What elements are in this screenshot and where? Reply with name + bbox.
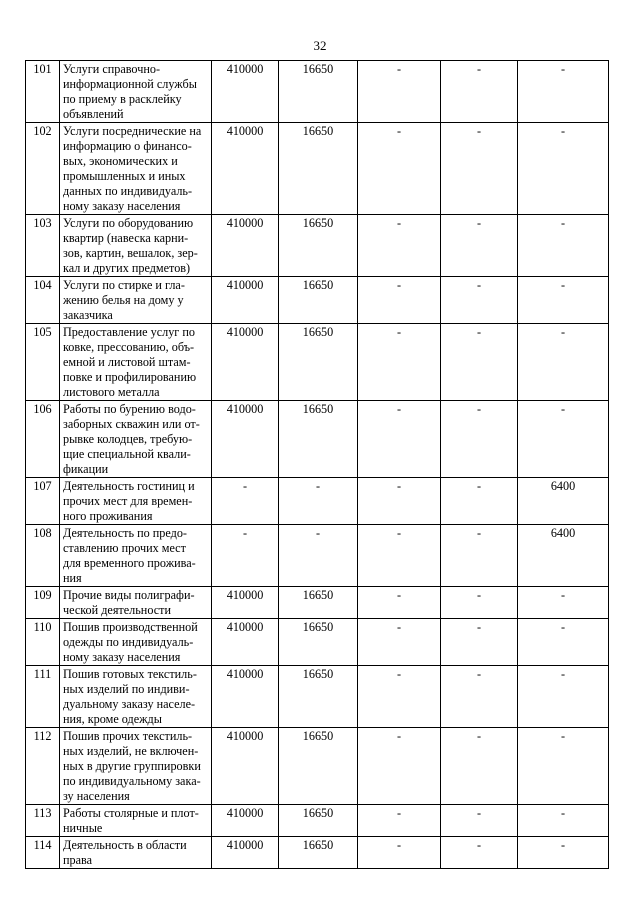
service-name-line: Прочие виды полиграфи- <box>63 588 195 602</box>
value-cell-3: - <box>358 805 441 837</box>
table-row <box>26 666 609 728</box>
value-cell-4: - <box>441 324 518 401</box>
row-number-cell: 106 <box>26 401 60 478</box>
service-name-cell <box>60 478 212 525</box>
service-name-cell <box>60 277 212 324</box>
value-cell-3: - <box>358 324 441 401</box>
service-name-cell <box>60 215 212 277</box>
row-number-cell: 101 <box>26 61 60 123</box>
value-cell-2: 16650 <box>279 123 358 215</box>
value-cell-2: 16650 <box>279 587 358 619</box>
value-cell-1: 410000 <box>212 123 279 215</box>
service-name-line: Деятельность гостиниц и <box>63 479 195 493</box>
value-cell-5: - <box>518 805 609 837</box>
value-cell-5: - <box>518 587 609 619</box>
value-cell-3: - <box>358 401 441 478</box>
value-cell-4: - <box>441 215 518 277</box>
row-number-cell: 107 <box>26 478 60 525</box>
value-cell-1: 410000 <box>212 215 279 277</box>
row-number-cell: 110 <box>26 619 60 666</box>
service-name-line: Услуги справочно- <box>63 62 161 76</box>
table-row <box>26 525 609 587</box>
service-name-line: фикации <box>63 462 109 476</box>
value-cell-3: - <box>358 837 441 869</box>
service-name-line: повке и профилированию <box>63 370 197 384</box>
value-cell-4: - <box>441 666 518 728</box>
service-name-line: ных изделий, не включен- <box>63 744 199 758</box>
table-row <box>26 619 609 666</box>
value-cell-4: - <box>441 728 518 805</box>
service-name-cell <box>60 123 212 215</box>
service-name-line: одежды по индивидуаль- <box>63 635 194 649</box>
row-number-cell: 102 <box>26 123 60 215</box>
service-name-line: Пошив готовых текстиль- <box>63 667 197 681</box>
service-name-line: информацию о финансо- <box>63 139 192 153</box>
service-name-cell <box>60 837 212 869</box>
service-name-cell <box>60 525 212 587</box>
service-name-line: жению белья на дому у <box>63 293 184 307</box>
value-cell-5: - <box>518 401 609 478</box>
value-cell-5: - <box>518 61 609 123</box>
service-name-line: емной и листовой штам- <box>63 355 191 369</box>
value-cell-4: - <box>441 587 518 619</box>
value-cell-1: 410000 <box>212 61 279 123</box>
value-cell-1: 410000 <box>212 587 279 619</box>
row-number-cell: 103 <box>26 215 60 277</box>
table-row <box>26 277 609 324</box>
service-name-line: прочих мест для времен- <box>63 494 193 508</box>
service-name-cell <box>60 728 212 805</box>
service-name-cell <box>60 805 212 837</box>
value-cell-4: - <box>441 123 518 215</box>
value-cell-3: - <box>358 728 441 805</box>
value-cell-3: - <box>358 478 441 525</box>
value-cell-5: - <box>518 215 609 277</box>
value-cell-1: 410000 <box>212 837 279 869</box>
service-name-line: Работы по бурению водо- <box>63 402 196 416</box>
row-number-cell: 114 <box>26 837 60 869</box>
value-cell-3: - <box>358 61 441 123</box>
value-cell-2: 16650 <box>279 619 358 666</box>
service-name-line: ческой деятельности <box>63 603 171 617</box>
value-cell-2: 16650 <box>279 666 358 728</box>
value-cell-3: - <box>358 666 441 728</box>
value-cell-4: - <box>441 61 518 123</box>
value-cell-2: 16650 <box>279 805 358 837</box>
service-name-line: Деятельность в области <box>63 838 187 852</box>
table-row <box>26 324 609 401</box>
value-cell-2: 16650 <box>279 61 358 123</box>
service-name-line: Деятельность по предо- <box>63 526 187 540</box>
value-cell-2: 16650 <box>279 837 358 869</box>
service-name-cell <box>60 401 212 478</box>
service-name-line: Работы столярные и плот- <box>63 806 199 820</box>
value-cell-1: 410000 <box>212 805 279 837</box>
service-name-line: ковке, прессованию, объ- <box>63 340 195 354</box>
value-cell-1: 410000 <box>212 277 279 324</box>
value-cell-3: - <box>358 587 441 619</box>
table-row <box>26 805 609 837</box>
value-cell-4: - <box>441 619 518 666</box>
value-cell-1: 410000 <box>212 324 279 401</box>
service-name-cell <box>60 619 212 666</box>
service-name-line: Пошив прочих текстиль- <box>63 729 193 743</box>
service-name-line: зу населения <box>63 789 130 803</box>
value-cell-5: - <box>518 728 609 805</box>
service-name-cell <box>60 666 212 728</box>
value-cell-1: 410000 <box>212 728 279 805</box>
service-name-line: кал и других предметов) <box>63 261 191 275</box>
table-body <box>26 61 609 869</box>
service-name-line: зов, картин, вешалок, зер- <box>63 246 198 260</box>
service-name-line: ничные <box>63 821 103 835</box>
value-cell-1: 410000 <box>212 666 279 728</box>
value-cell-2: 16650 <box>279 728 358 805</box>
service-name-line: заказчика <box>63 308 113 322</box>
service-name-line: ставлению прочих мест <box>63 541 186 555</box>
table-row <box>26 837 609 869</box>
value-cell-1: 410000 <box>212 401 279 478</box>
row-number-cell: 113 <box>26 805 60 837</box>
value-cell-5: - <box>518 837 609 869</box>
value-cell-5: - <box>518 123 609 215</box>
value-cell-2: 16650 <box>279 215 358 277</box>
value-cell-1: - <box>212 478 279 525</box>
service-name-line: информационной службы <box>63 77 197 91</box>
service-name-cell <box>60 61 212 123</box>
value-cell-5: - <box>518 277 609 324</box>
value-cell-1: 410000 <box>212 619 279 666</box>
table-row <box>26 61 609 123</box>
service-name-line: ных изделий по индиви- <box>63 682 190 696</box>
service-name-line: по приему в расклейку <box>63 92 182 106</box>
service-name-line: промышленных и иных <box>63 169 186 183</box>
service-name-line: Предоставление услуг по <box>63 325 195 339</box>
service-name-line: Пошив производственной <box>63 620 198 634</box>
table-row <box>26 401 609 478</box>
service-name-line: ных в другие группировки <box>63 759 201 773</box>
service-name-line: данных по индивидуаль- <box>63 184 193 198</box>
service-name-line: ному заказу населения <box>63 199 181 213</box>
service-name-line: квартир (навеска карни- <box>63 231 189 245</box>
table-row <box>26 728 609 805</box>
service-name-line: Услуги посреднические на <box>63 124 202 138</box>
table-row <box>26 478 609 525</box>
value-cell-4: - <box>441 805 518 837</box>
table-row <box>26 123 609 215</box>
table-row <box>26 587 609 619</box>
value-cell-3: - <box>358 123 441 215</box>
service-name-line: по индивидуальному зака- <box>63 774 201 788</box>
service-name-line: объявлений <box>63 107 124 121</box>
service-name-cell <box>60 324 212 401</box>
service-name-line: права <box>63 853 93 867</box>
value-cell-4: - <box>441 277 518 324</box>
service-name-line: ния, кроме одежды <box>63 712 162 726</box>
tariff-table <box>25 60 609 869</box>
service-name-line: ному заказу населения <box>63 650 181 664</box>
service-name-line: заборных скважин или от- <box>63 417 200 431</box>
service-name-line: щие специальной квали- <box>63 447 191 461</box>
service-name-line: Услуги по оборудованию <box>63 216 194 230</box>
service-name-line: ного проживания <box>63 509 153 523</box>
service-name-cell <box>60 587 212 619</box>
value-cell-2: 16650 <box>279 324 358 401</box>
value-cell-5: 6400 <box>518 478 609 525</box>
value-cell-4: - <box>441 837 518 869</box>
row-number-cell: 104 <box>26 277 60 324</box>
value-cell-4: - <box>441 478 518 525</box>
service-name-line: для временного прожива- <box>63 556 196 570</box>
row-number-cell: 109 <box>26 587 60 619</box>
value-cell-2: 16650 <box>279 277 358 324</box>
value-cell-3: - <box>358 277 441 324</box>
value-cell-2: 16650 <box>279 401 358 478</box>
row-number-cell: 108 <box>26 525 60 587</box>
row-number-cell: 112 <box>26 728 60 805</box>
value-cell-1: - <box>212 525 279 587</box>
value-cell-3: - <box>358 215 441 277</box>
service-name-line: ния <box>63 571 82 585</box>
row-number-cell: 111 <box>26 666 60 728</box>
value-cell-2: - <box>279 478 358 525</box>
value-cell-5: - <box>518 324 609 401</box>
row-number-cell: 105 <box>26 324 60 401</box>
value-cell-5: - <box>518 666 609 728</box>
page-number: 32 <box>313 38 327 53</box>
value-cell-2: - <box>279 525 358 587</box>
table-row <box>26 215 609 277</box>
service-name-line: вых, экономических и <box>63 154 178 168</box>
value-cell-5: 6400 <box>518 525 609 587</box>
service-name-line: листового металла <box>63 385 160 399</box>
value-cell-4: - <box>441 525 518 587</box>
service-name-line: дуальному заказу населе- <box>63 697 196 711</box>
value-cell-5: - <box>518 619 609 666</box>
service-name-line: рывке колодцев, требую- <box>63 432 193 446</box>
service-name-line: Услуги по стирке и гла- <box>63 278 185 292</box>
value-cell-3: - <box>358 525 441 587</box>
value-cell-3: - <box>358 619 441 666</box>
value-cell-4: - <box>441 401 518 478</box>
